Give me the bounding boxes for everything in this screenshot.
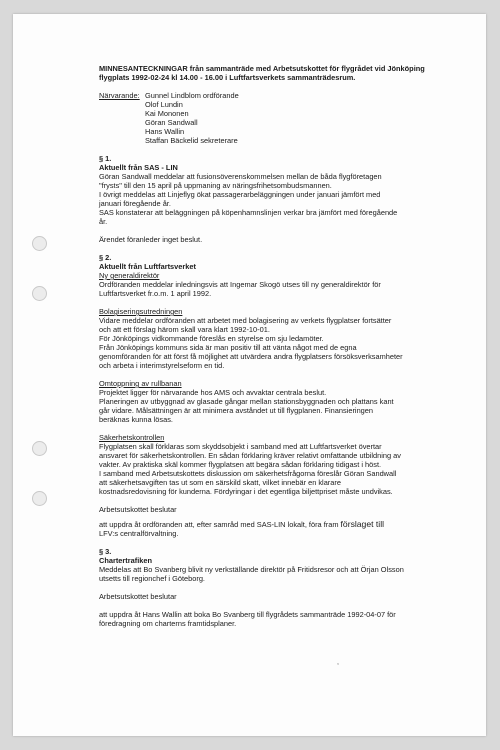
closing-line: Ärendet föranleder inget beslut. — [99, 235, 203, 244]
text-line: Ordföranden meddelar inledningsvis att Ingemar Skogö utses till ny generaldirektör för — [99, 280, 381, 289]
text-line: vakter. Av praktiska skäl kommer flygplatsen att begära sådan förklaring tidigast i höst. — [99, 460, 382, 469]
text-line: går vidare. Målsättningen är att minimera avståndet ut till flygplanen. Finansieringen — [99, 406, 374, 415]
subsection-heading: Säkerhetskontrollen — [99, 433, 165, 442]
document-title: MINNESANTECKNINGAR från sammanträde med Arbetsutskottet för flygrådet vid Jönköping flygplats 1992-02-24 kl 14.00 - 16.00 i Luftfartsverkets sammanträdesrum. — [99, 64, 425, 82]
decision-text: att uppdra åt ordföranden att, efter samråd med SAS-LIN lokalt, föra fram — [99, 520, 341, 529]
text-line: och att ett förslag härom skall vara klart 1992-10-01. — [99, 325, 270, 334]
text-line: att säkerhetsavgiften tas ut som en särskild skatt, vilket innebär en klarare — [99, 478, 341, 487]
attendee: Staffan Bäckelid sekreterare — [145, 136, 238, 145]
text-line: beräknas kunna lösas. — [99, 415, 173, 424]
text-line: kostnadsredovisning för kunderna. Fördyringar i det egentliga biljettpriset måste undvikas. — [99, 487, 393, 496]
text-line: år. — [99, 217, 108, 226]
attendance-label: Närvarande: — [99, 91, 140, 100]
attendee: Gunnel Lindblom ordförande — [145, 91, 239, 100]
text-line: I samband med Arbetsutskottets diskussion om säkerhetsfrågorna föreslår Göran Sandwall — [99, 469, 397, 478]
document-body — [99, 64, 439, 628]
attendee: Hans Wallin — [145, 127, 185, 136]
text-line: Flygplatsen skall förklaras som skyddsobjekt i samband med att Luftfartsverket övertar — [99, 442, 382, 451]
decision-line: LFV:s centralförvaltning. — [99, 529, 179, 538]
text-line: januari föregående år. — [99, 199, 171, 208]
decision-line: föredragning om charterns framtidsplaner. — [99, 619, 237, 628]
punch-hole-icon — [32, 236, 47, 251]
text-line: utsetts till regionchef i Göteborg. — [99, 574, 205, 583]
text-line: Projektet ligger för närvarande hos AMS och avvaktar centrala beslut. — [99, 388, 327, 397]
attendee: Olof Lundin — [145, 100, 183, 109]
punch-hole-icon — [32, 441, 47, 456]
section-number: § 2. — [99, 253, 112, 262]
stray-mark: , — [337, 659, 339, 666]
text-line: Vidare meddelar ordföranden att arbetet med bolagisering av verkets flygplatser fortsätter — [99, 316, 392, 325]
text-line: genomföranden för att först få möjlighet att utvärdera andra flygplatsers försöksverksamheter — [99, 352, 403, 361]
text-line: Meddelas att Bo Svanberg blivit ny verkställande direktör på Fritidsresor och att Örjan Olsson — [99, 565, 404, 574]
subsection-heading: Ny generaldirektör — [99, 271, 160, 280]
text-line: Göran Sandwall meddelar att fusionsöverenskommelsen mellan de båda flygföretagen — [99, 172, 382, 181]
text-line: I övrigt meddelas att Linjeflyg ökat passagerarbeläggningen under januari jämfört med — [99, 190, 381, 199]
attendee: Göran Sandwall — [145, 118, 198, 127]
text-line: SAS konstaterar att beläggningen på köpenhamnslinjen verkar bra jämfört med föregående — [99, 208, 398, 217]
decision-text-large: förslaget till — [340, 519, 385, 529]
subsection-heading: Omtoppning av rullbanan — [99, 379, 182, 388]
decision-label: Arbetsutskottet beslutar — [99, 505, 177, 514]
text-line: För Jönköpings vidkommande föreslås en styrelse om sju ledamöter. — [99, 334, 324, 343]
section-heading: Aktuellt från Luftfartsverket — [99, 262, 196, 271]
text-line: Luftfartsverket fr.o.m. 1 april 1992. — [99, 289, 212, 298]
text-line: "frysts" till den 15 april på uppmaning av näringsfrihetsombudsmannen. — [99, 181, 332, 190]
section-heading: Chartertrafiken — [99, 556, 152, 565]
section-heading: Aktuellt från SAS - LIN — [99, 163, 178, 172]
text-line: Från Jönköpings kommuns sida är man positiv till att vänta något med de egna — [99, 343, 357, 352]
punch-hole-icon — [32, 491, 47, 506]
text-line: Planeringen av utbyggnad av glasade gångar mellan stationsbyggnaden och plattans kant — [99, 397, 394, 406]
attendance-block — [99, 91, 439, 145]
decision-line — [99, 520, 439, 529]
section-number: § 3. — [99, 547, 112, 556]
text-line: ansvaret för säkerhetskontrollen. En sådan förklaring kräver relativt omfattande utbildning av — [99, 451, 401, 460]
subsection-heading: Bolagiseringsutredningen — [99, 307, 183, 316]
decision-label: Arbetsutskottet beslutar — [99, 592, 177, 601]
document-page — [13, 14, 486, 736]
punch-hole-icon — [32, 286, 47, 301]
attendance-list — [145, 91, 239, 145]
section-number: § 1. — [99, 154, 112, 163]
decision-line: att uppdra åt Hans Wallin att boka Bo Svanberg till flygrådets sammanträde 1992-04-07 för — [99, 610, 396, 619]
text-line: och arbeta i interimstyrelseform en tid. — [99, 361, 225, 370]
attendee: Kai Mononen — [145, 109, 189, 118]
